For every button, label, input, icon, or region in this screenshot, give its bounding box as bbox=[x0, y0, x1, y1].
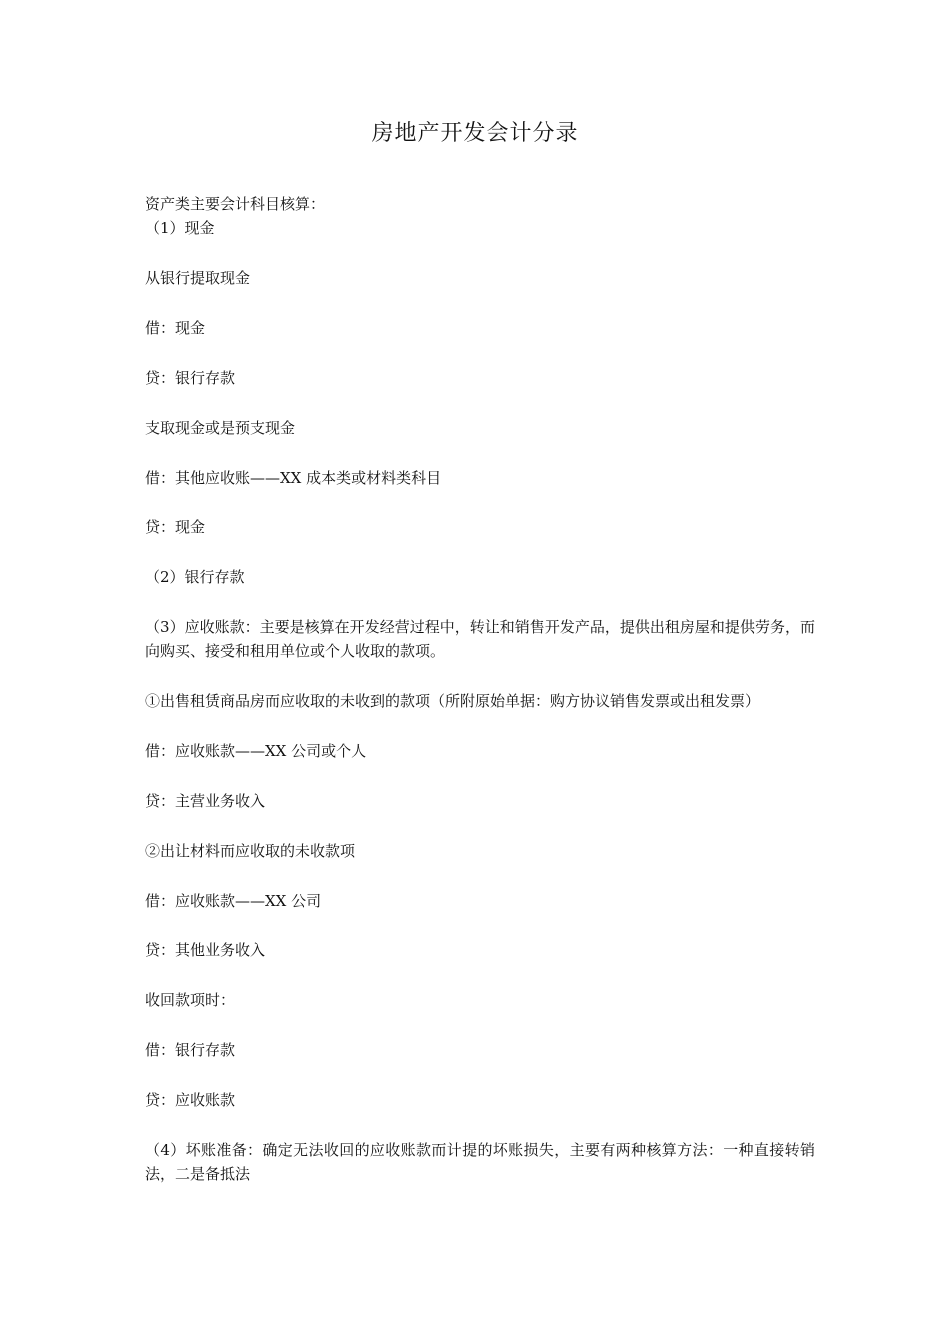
sub-item-description: ②出让材料而应收取的未收款项 bbox=[145, 842, 356, 860]
debit-line: 借：银行存款 bbox=[145, 1041, 236, 1059]
debit-line: 借：现金 bbox=[145, 319, 206, 337]
debit-line: 借：应收账款——XX 公司 bbox=[145, 892, 322, 910]
credit-line: 贷：现金 bbox=[145, 518, 206, 536]
item-bank-deposit-heading: （2）银行存款 bbox=[145, 568, 245, 586]
entry-description: 收回款项时： bbox=[145, 991, 236, 1009]
item-bad-debt-paragraph: （4）坏账准备：确定无法收回的应收账款而计提的坏账损失，主要有两种核算方法：一种直接转销法，二是备抵法 bbox=[145, 1141, 815, 1183]
credit-line: 贷：主营业务收入 bbox=[145, 792, 266, 810]
sub-item-description: ①出售租赁商品房而应收取的未收到的款项（所附原始单据：购方协议销售发票或出租发票） bbox=[145, 692, 761, 710]
entry-description: 从银行提取现金 bbox=[145, 269, 251, 287]
entry-description: 支取现金或是预支现金 bbox=[145, 419, 296, 437]
item-cash-heading: （1）现金 bbox=[145, 219, 215, 237]
document-title: 房地产开发会计分录 bbox=[371, 121, 579, 146]
credit-line: 贷：其他业务收入 bbox=[145, 941, 266, 959]
credit-line: 贷：应收账款 bbox=[145, 1091, 236, 1109]
debit-line: 借：应收账款——XX 公司或个人 bbox=[145, 742, 367, 760]
debit-line: 借：其他应收账——XX 成本类或材料类科目 bbox=[145, 469, 442, 487]
credit-line: 贷：银行存款 bbox=[145, 369, 236, 387]
item-accounts-receivable-paragraph: （3）应收账款：主要是核算在开发经营过程中，转让和销售开发产品，提供出租房屋和提供劳务，而向购买、接受和租用单位或个人收取的款项。 bbox=[145, 618, 815, 660]
section-heading-assets: 资产类主要会计科目核算： bbox=[145, 195, 326, 213]
